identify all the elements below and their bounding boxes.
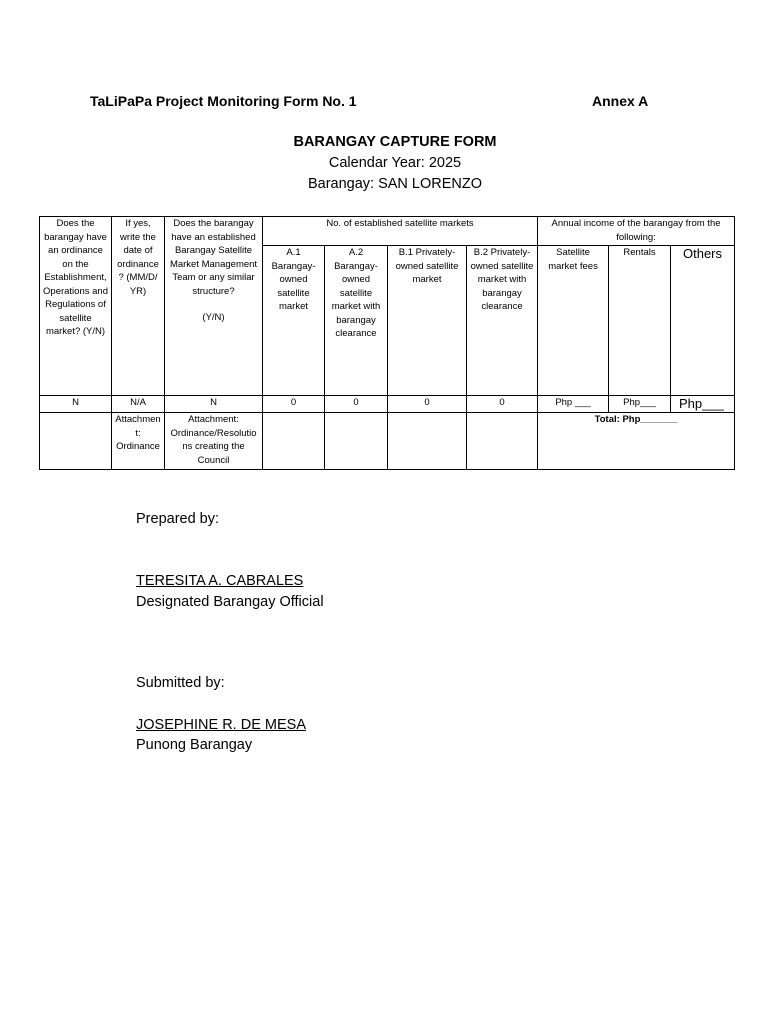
subheader-market-fees: Satellite market fees [538,246,609,396]
value-a1: 0 [263,396,325,413]
value-b2: 0 [467,396,538,413]
form-header-title: TaLiPaPa Project Monitoring Form No. 1 [90,93,357,109]
prepared-by-label: Prepared by: [136,511,220,527]
submitted-by-name: JOSEPHINE R. DE MESA [136,717,307,733]
barangay-name: Barangay: SAN LORENZO [307,176,483,192]
subheader-a2: A.2 Barangay-owned satellite market with barangay clearance [325,246,388,396]
attachment-empty-a1 [263,413,325,470]
attachment-empty-b2 [467,413,538,470]
subheader-b2: B.2 Privately-owned satellite market with barangay clearance [467,246,538,396]
header-management-team-yn: (Y/N) [202,312,225,323]
value-rentals: Php___ [609,396,671,413]
attachment-empty-a2 [325,413,388,470]
value-others: Php___ [671,396,735,413]
attachment-ordinance: Attachment: Ordinance [112,413,165,470]
annex-label: Annex A [592,93,649,109]
value-b1: 0 [388,396,467,413]
header-satellite-markets: No. of established satellite markets [263,217,538,246]
header-management-team [165,217,263,396]
header-annual-income: Annual income of the barangay from the following: [538,217,735,246]
value-a2: 0 [325,396,388,413]
header-ordinance: Does the barangay have an ordinance on the Establishment, Operations and Regulations of satellite market? (Y/N) [40,217,112,396]
subheader-others: Others [671,246,735,396]
prepared-by-name: TERESITA A. CABRALES [136,573,304,589]
header-ordinance-date: If yes, write the date of ordinance? (MM/D/ YR) [112,217,165,396]
calendar-year: Calendar Year: 2025 [328,155,462,171]
attachment-empty-b1 [388,413,467,470]
value-ordinance: N [40,396,112,413]
attachment-empty-cell [40,413,112,470]
capture-table [39,216,735,470]
form-title: BARANGAY CAPTURE FORM [293,134,497,150]
prepared-by-title: Designated Barangay Official [136,594,324,610]
submitted-by-label: Submitted by: [136,675,225,691]
subheader-b1: B.1 Privately-owned satellite market [388,246,467,396]
income-total: Total: Php_______ [538,413,735,470]
subheader-rentals: Rentals [609,246,671,396]
value-market-fees: Php ___ [538,396,609,413]
header-management-team-question: Does the barangay have an established Barangay Satellite Market Management Team or any similar structure? [169,218,258,297]
submitted-by-title: Punong Barangay [136,737,253,753]
subheader-a1: A.1 Barangay-owned satellite market [263,246,325,396]
value-ordinance-date: N/A [112,396,165,413]
attachment-council: Attachment: Ordinance/Resolutions creating the Council [165,413,263,470]
value-management-team: N [165,396,263,413]
